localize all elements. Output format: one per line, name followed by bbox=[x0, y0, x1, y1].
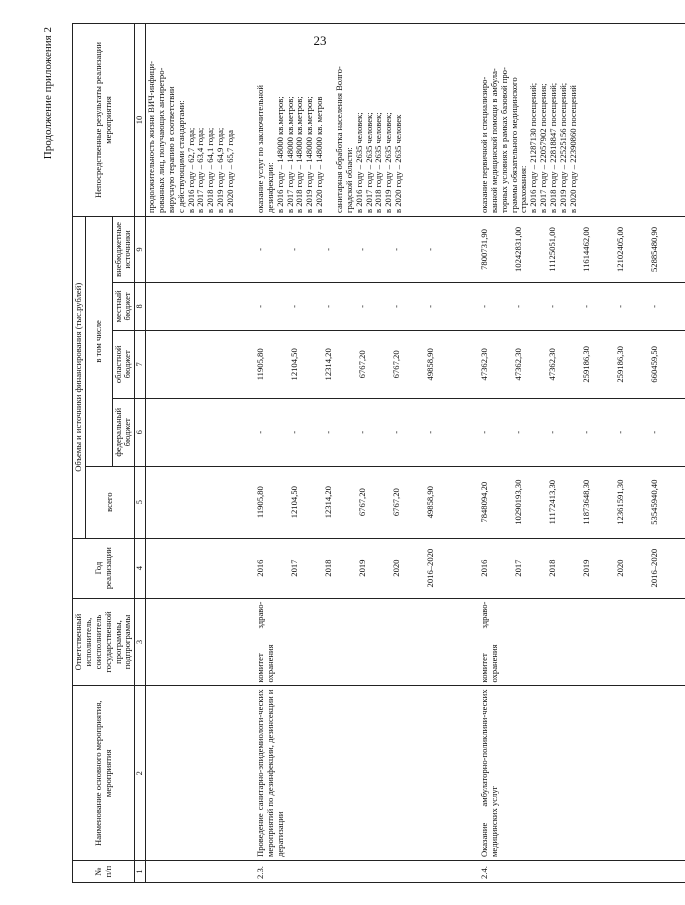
extrabudget-cell: - bbox=[390, 247, 401, 251]
extrabudget-cell: 52885480,90 bbox=[648, 226, 659, 272]
result-line: в 2016 году – 21287130 посещений; bbox=[528, 82, 539, 213]
local-cell: - bbox=[614, 304, 625, 308]
section-executor: комитет здраво-охранения bbox=[255, 598, 461, 686]
regional-cell: 12314,20 bbox=[322, 347, 333, 380]
regional-cell: 49858,90 bbox=[424, 347, 435, 380]
local-cell: - bbox=[648, 304, 659, 308]
local-cell: - bbox=[254, 304, 265, 308]
column-numbers-row bbox=[135, 23, 146, 882]
result-line: в 2018 году – 64,1 года; bbox=[205, 127, 216, 213]
extrabudget-cell: - bbox=[322, 247, 333, 251]
column-number: 5 bbox=[135, 466, 146, 538]
total-column bbox=[479, 466, 685, 538]
federal-cell: - bbox=[356, 430, 367, 434]
result-line: в 2017 году – 2635 человек; bbox=[363, 111, 374, 213]
extrabudget-cell: 12102405,00 bbox=[614, 226, 625, 272]
federal-cell: - bbox=[288, 430, 299, 434]
local-cell: - bbox=[390, 304, 401, 308]
column-number: 2 bbox=[135, 685, 146, 860]
federal-column bbox=[479, 398, 685, 466]
header-regional: областной бюджет bbox=[112, 330, 135, 398]
result-line: в 2016 году – 2635 человек; bbox=[353, 111, 364, 213]
extrabudget-column bbox=[479, 216, 685, 282]
header-local: местный бюджет bbox=[112, 282, 135, 330]
result-line: в 2017 году – 148000 кв.метров; bbox=[284, 95, 295, 213]
years-column bbox=[255, 538, 461, 598]
column-number: 1 bbox=[135, 860, 146, 882]
result-line: с действующими стандартами: bbox=[175, 99, 186, 213]
federal-cell: - bbox=[614, 430, 625, 434]
result-line: граммы обязательного медицинского bbox=[508, 76, 519, 213]
header-including: в том числе bbox=[85, 216, 112, 466]
continuation-note: Продолжение приложения 2 bbox=[42, 26, 54, 159]
header-row-1 bbox=[73, 23, 86, 882]
federal-column bbox=[255, 398, 461, 466]
result-cell bbox=[255, 23, 461, 216]
local-cell: - bbox=[478, 304, 489, 308]
federal-cell: - bbox=[580, 430, 591, 434]
year-cell: 2018 bbox=[322, 559, 333, 577]
regional-cell: 47362,30 bbox=[512, 347, 523, 380]
regional-cell: 259186,30 bbox=[580, 345, 591, 383]
result-line: оказание услуг по заключительной bbox=[254, 84, 265, 213]
result-line: продолжительность жизни ВИЧ-инфици- bbox=[146, 60, 157, 213]
section-number: 2.4. bbox=[479, 860, 685, 882]
result-line: в 2017 году – 63,4 года; bbox=[195, 127, 206, 213]
regional-cell: 6767,20 bbox=[356, 349, 367, 378]
year-cell: 2019 bbox=[356, 559, 367, 577]
column-number: 4 bbox=[135, 538, 146, 598]
extrabudget-cell: - bbox=[254, 247, 265, 251]
result-line: санитарная обработка населения Волго- bbox=[333, 65, 344, 213]
regional-column bbox=[479, 330, 685, 398]
section-number: 2.3. bbox=[255, 860, 461, 882]
federal-cell: - bbox=[322, 430, 333, 434]
total-cell: 10290193,30 bbox=[512, 479, 523, 525]
regional-cell: 11905,80 bbox=[254, 347, 265, 380]
local-cell: - bbox=[322, 304, 333, 308]
header-num: № п/п bbox=[73, 860, 135, 882]
header-name: Наименование основного мероприятия, мероприятия bbox=[73, 685, 135, 860]
section-name: Проведение санитарно-эпидемиологи-ческих мероприятий по дезинфекции, дезинсекции и дератизации bbox=[255, 685, 461, 860]
result-line: в 2016 году – 62,7 года; bbox=[185, 127, 196, 213]
result-line: в 2019 году – 64,9 года; bbox=[215, 127, 226, 213]
header-financing: Объемы и источники финансирования (тыс.рублей) bbox=[73, 216, 86, 538]
year-cell: 2017 bbox=[512, 559, 523, 577]
year-cell: 2018 bbox=[546, 559, 557, 577]
year-cell: 2016–2020 bbox=[424, 548, 435, 587]
section-row-2-3 bbox=[255, 23, 461, 882]
year-cell: 2020 bbox=[390, 559, 401, 577]
federal-cell: - bbox=[424, 430, 435, 434]
total-column bbox=[255, 466, 461, 538]
result-line: в 2020 году – 2635 человек bbox=[393, 114, 404, 213]
regional-cell: 259186,30 bbox=[614, 345, 625, 383]
regional-cell: 47362,30 bbox=[478, 347, 489, 380]
total-cell: 6767,20 bbox=[356, 487, 367, 516]
result-line: страхования: bbox=[518, 165, 529, 213]
year-cell: 2016 bbox=[254, 559, 265, 577]
year-cell: 2016–2020 bbox=[648, 548, 659, 587]
prev-result-row bbox=[146, 23, 237, 882]
total-cell: 6767,20 bbox=[390, 487, 401, 516]
program-table bbox=[72, 23, 685, 883]
result-line: в 2020 году – 65,7 года bbox=[225, 129, 236, 213]
years-column bbox=[479, 538, 685, 598]
result-line: в 2018 году – 22818847 посещений; bbox=[548, 82, 559, 213]
regional-cell: 12104,50 bbox=[288, 347, 299, 380]
page-number: 23 bbox=[313, 33, 327, 48]
extrabudget-cell: - bbox=[288, 247, 299, 251]
total-cell: 53545940,40 bbox=[648, 479, 659, 525]
total-cell: 7848094,20 bbox=[478, 481, 489, 523]
federal-cell: - bbox=[254, 430, 265, 434]
federal-cell: - bbox=[390, 430, 401, 434]
regional-cell: 6767,20 bbox=[390, 349, 401, 378]
header-year: Год реализации bbox=[73, 538, 135, 598]
local-cell: - bbox=[288, 304, 299, 308]
regional-cell: 660459,50 bbox=[648, 345, 659, 383]
result-line: вирусную терапию в соответствии bbox=[165, 85, 176, 213]
extrabudget-cell: 10242831,00 bbox=[512, 226, 523, 272]
result-line: в 2020 году – 148000 кв. метров bbox=[314, 96, 325, 213]
spacer-row bbox=[237, 23, 255, 882]
result-line: в 2019 году – 148000 кв.метров; bbox=[304, 95, 315, 213]
federal-cell: - bbox=[478, 430, 489, 434]
prev-result-cell bbox=[146, 23, 237, 216]
local-cell: - bbox=[580, 304, 591, 308]
result-line: в 2018 году – 2635 человек; bbox=[373, 111, 384, 213]
total-cell: 11172413,30 bbox=[546, 479, 557, 524]
year-cell: 2017 bbox=[288, 559, 299, 577]
local-column bbox=[479, 282, 685, 330]
header-executor: Ответственный исполнитель, соисполнитель государственной программы, подпрограммы bbox=[73, 598, 135, 686]
regional-column bbox=[255, 330, 461, 398]
landscape-sheet bbox=[40, 23, 659, 883]
column-number: 6 bbox=[135, 398, 146, 466]
extrabudget-cell: 11614462,00 bbox=[580, 226, 591, 272]
result-line: рованных лиц, получающих антиретро- bbox=[155, 67, 166, 213]
federal-cell: - bbox=[512, 430, 523, 434]
result-cell bbox=[479, 23, 685, 216]
result-line: в 2016 году – 148000 кв.метров; bbox=[274, 95, 285, 213]
header-result: Непосредственные результаты реализации мероприятия bbox=[73, 23, 135, 216]
federal-cell: - bbox=[546, 430, 557, 434]
result-line: оказание первичной и специализиро- bbox=[478, 76, 489, 213]
column-number: 7 bbox=[135, 330, 146, 398]
result-line: торных условиях в рамках базовой про- bbox=[498, 66, 509, 213]
local-cell: - bbox=[424, 304, 435, 308]
extrabudget-cell: - bbox=[356, 247, 367, 251]
extrabudget-cell: 7800731,90 bbox=[478, 228, 489, 270]
regional-cell: 47362,30 bbox=[546, 347, 557, 380]
total-cell: 11873648,30 bbox=[580, 479, 591, 525]
result-line: ванной медицинской помощи в амбула- bbox=[488, 67, 499, 213]
total-cell: 12361591,30 bbox=[614, 479, 625, 525]
total-cell: 12104,50 bbox=[288, 485, 299, 518]
year-cell: 2016 bbox=[478, 559, 489, 577]
result-line: в 2018 году – 148000 кв.метров; bbox=[294, 95, 305, 213]
column-number: 10 bbox=[135, 23, 146, 216]
local-column bbox=[255, 282, 461, 330]
local-cell: - bbox=[546, 304, 557, 308]
extrabudget-column bbox=[255, 216, 461, 282]
section-name: Оказание амбулаторно-поликлини-ческих медицинских услуг bbox=[479, 685, 685, 860]
column-number: 8 bbox=[135, 282, 146, 330]
header-total: всего bbox=[85, 466, 134, 538]
total-cell: 49858,90 bbox=[424, 485, 435, 518]
result-line: в 2020 году – 22390860 посещений bbox=[567, 84, 578, 213]
extrabudget-cell: 11125051,00 bbox=[546, 226, 557, 272]
column-number: 9 bbox=[135, 216, 146, 282]
result-line: в 2017 году – 22057902 посещения; bbox=[538, 82, 549, 213]
federal-cell: - bbox=[648, 430, 659, 434]
year-cell: 2019 bbox=[580, 559, 591, 577]
result-line: в 2019 году – 2635 человек; bbox=[383, 111, 394, 213]
local-cell: - bbox=[512, 304, 523, 308]
result-line: в 2019 году – 22525156 посещений; bbox=[557, 82, 568, 213]
result-line: градской области: bbox=[343, 146, 354, 213]
extrabudget-cell: - bbox=[424, 247, 435, 251]
column-number: 3 bbox=[135, 598, 146, 686]
year-cell: 2020 bbox=[614, 559, 625, 577]
total-cell: 11905,80 bbox=[254, 485, 265, 518]
spacer-row bbox=[461, 23, 479, 882]
local-cell: - bbox=[356, 304, 367, 308]
result-line: дезинфекции: bbox=[264, 161, 275, 213]
total-cell: 12314,20 bbox=[322, 485, 333, 518]
header-extrabudget: внебюджетные источники bbox=[112, 216, 135, 282]
section-executor: комитет здраво-охранения bbox=[479, 598, 685, 686]
section-row-2-4 bbox=[479, 23, 685, 882]
header-federal: федеральный бюджет bbox=[112, 398, 135, 466]
